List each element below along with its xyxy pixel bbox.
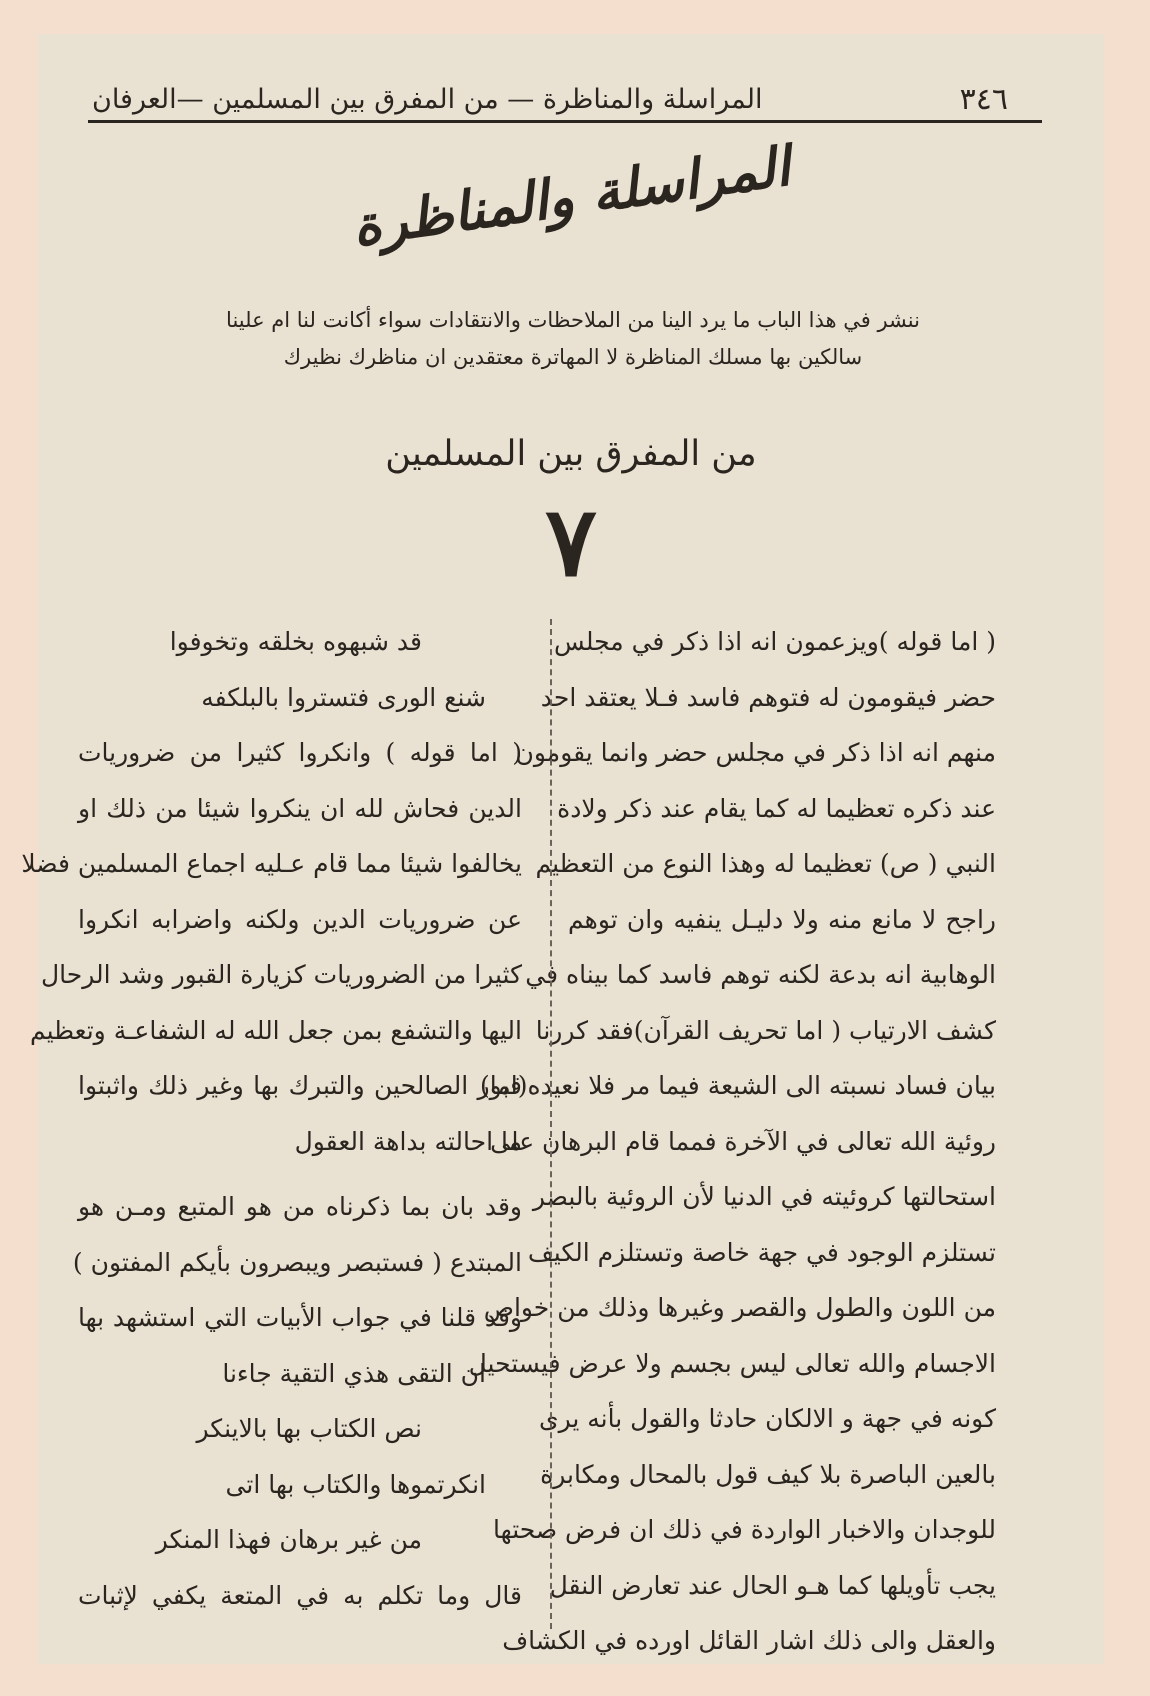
page [21,34,1104,1664]
text-line: المبتدع ( فستبصر ويبصرون بأيكم المفتون ) [72,1247,522,1277]
text-line: الاجسام والله تعالى ليس بجسم ولا عرض فيستحيل [468,1348,996,1378]
text-line: الوهابية انه بدعة لكنه توهم فاسد كما بيناه في [525,960,996,989]
section-intro [188,302,958,376]
text-line: يخالفوا شيئا مما قام عـليه اجماع المسلمين فضلا [21,849,522,878]
article-title: من المفرق بين المسلمين [385,434,757,474]
text-line: ما احالته بداهة العقول [294,1126,522,1156]
text-line: راجح لا مانع منه ولا دليـل ينفيه وان توهم [568,904,996,934]
verse-line: من غير برهان فهذا المنكر [155,1525,422,1554]
text-line: روئية الله تعالى في الآخرة فمما قام البرهان على [490,1126,996,1156]
text-line: الدين فحاش لله ان ينكروا شيئا من ذلك او [78,793,522,823]
text-line: النبي ( ص) تعظيما له وهذا النوع من التعظيم [535,849,996,878]
running-title: المراسلة والمناظرة — من المفرق بين المسلمين —العرفان [92,83,763,115]
text-line: والعقل والى ذلك اشار القائل اورده في الكشاف [502,1626,996,1655]
text-line: استحالتها كروئيته في الدنيا لأن الروئية بالبصر [532,1182,996,1211]
text-line: كثيرا من الضروريات كزيارة القبور وشد الرحال [40,960,522,989]
text-line: وقد بان بما ذكرناه من هو المتبع ومـن هو [78,1192,522,1221]
intro-line-2: سالكين بها مسلك المناظرة لا المهاترة معتقدين ان مناظرك نظيرك [283,345,863,369]
text-line: اليها والتشفع بمن جعل الله له الشفاعـة وتعظيم [29,1015,522,1045]
verse-line: ان التقى هذي التقية جاءنا [222,1358,486,1388]
text-line: قبور الصالحين والتبرك بها وغير ذلك واثبتوا [78,1071,522,1100]
verse-line: شنع الورى فتستروا بالبلكفه [201,682,486,712]
left-column [21,614,522,1623]
verse-line: قد شبهوه بخلقه وتخوفوا [169,627,422,656]
text-line: تستلزم الوجود في جهة خاصة وتستلزم الكيف [527,1237,996,1267]
article-number: ٧ [545,485,597,598]
text-line: وقد قلنا في جواب الأبيات التي استشهد بها [78,1303,522,1332]
verse-line: انكرتموها والكتاب بها اتى [225,1469,486,1499]
right-column [468,614,996,1669]
text-line: بالعين الباصرة بلا كيف قول بالمحال ومكابرة [540,1459,996,1489]
column-divider [550,619,552,1629]
intro-line-1: ننشر في هذا الباب ما يرد الينا من الملاحظات والانتقادات سواء أكانت لنا ام علينا [226,308,920,332]
page-number: ٣٤٦ [959,81,1008,117]
text-line: حضر فيقومون له فتوهم فاسد فـلا يعتقد احد [540,682,996,712]
text-line: كشف الارتياب ( اما تحريف القرآن)فقد كررنا [535,1015,996,1045]
text-line: من اللون والطول والقصر وغيرها وذلك من خواص [483,1293,996,1322]
text-line: يجب تأويلها كما هـو الحال عند تعارض النقل [549,1570,996,1600]
text-line: عند ذكره تعظيما له كما يقام عند ذكر ولادة [557,793,996,823]
text-line: ( اما قوله ) وانكروا كثيرا من ضروريات [78,738,522,767]
text-line: للوجدان والاخبار الواردة في ذلك ان فرض صحتها [493,1515,996,1544]
verse-line: نص الكتاب بها بالاينكر [196,1414,422,1443]
section-title: المراسلة والمناظرة [348,133,794,259]
text-line: منهم انه اذا ذكر في مجلس حضر وانما يقومون [515,738,996,767]
text-line: عن ضروريات الدين ولكنه واضرابه انكروا [78,904,522,934]
text-line: كونه في جهة و الالكان حادثا والقول بأنه يرى [539,1404,996,1433]
text-line: قال وما تكلم به في المتعة يكفي لإثبات [78,1580,522,1610]
text-line: بيان فساد نسبته الى الشيعة فيما مر فلا نعيده(اما) [480,1071,996,1100]
text-line: ( اما قوله )ويزعمون انه اذا ذكر في مجلس [553,627,996,656]
